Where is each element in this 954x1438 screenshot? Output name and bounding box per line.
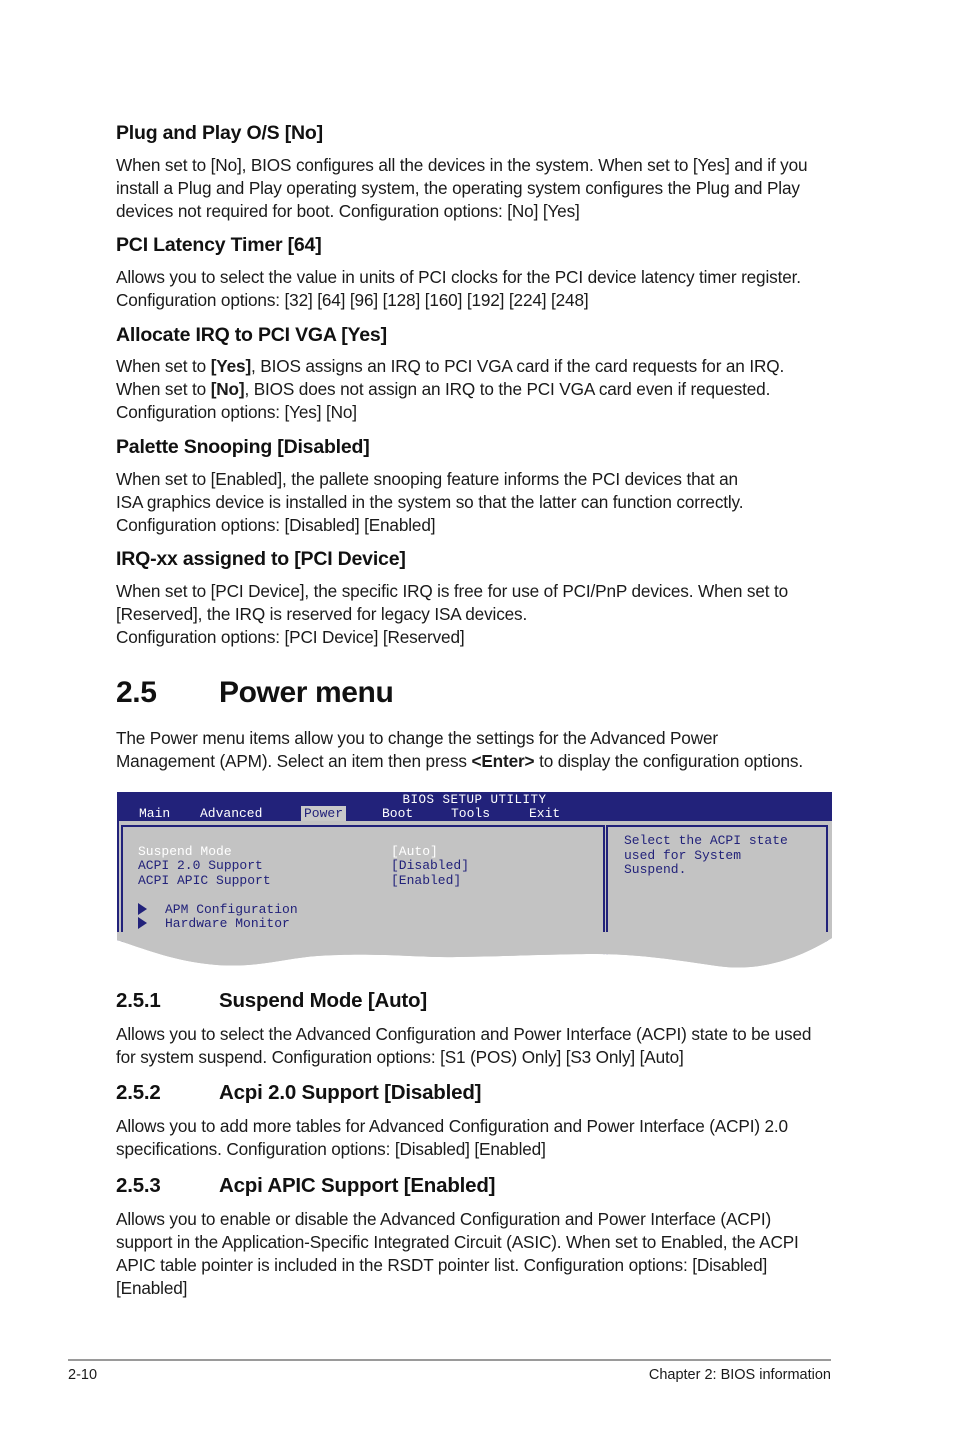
bios-value-suspend-mode[interactable]: [Auto] — [391, 844, 438, 859]
body-line: When set to [No], BIOS does not assign an IRQ to the PCI VGA card even if requested. — [116, 379, 771, 399]
section-heading-pnp: Plug and Play O/S [No] — [116, 122, 323, 144]
bios-menu-advanced[interactable]: Advanced — [200, 806, 263, 821]
bios-title: BIOS SETUP UTILITY — [402, 793, 547, 807]
bios-menu-boot[interactable]: Boot — [382, 806, 414, 821]
bios-menu-tools[interactable]: Tools — [451, 806, 491, 821]
section-heading-irq-vga: Allocate IRQ to PCI VGA [Yes] — [116, 324, 387, 346]
heading-title: Power menu — [219, 676, 394, 709]
body-line: ISA graphics device is installed in the system so that the latter can function correctly. — [116, 492, 744, 512]
heading-number: 2.5 — [116, 676, 157, 709]
body-line: Configuration options: [Disabled] [Enabled] — [116, 515, 436, 535]
subsection-body-acpi-2 — [116, 1115, 836, 1161]
section-body-irq-xx — [116, 580, 836, 649]
section-heading-irq-xx: IRQ-xx assigned to [PCI Device] — [116, 548, 406, 570]
heading-number: 2.5.1 — [116, 989, 161, 1012]
body-line: install a Plug and Play operating system, the operating system configures the Plug and Play — [116, 178, 800, 198]
body-line: Configuration options: [PCI Device] [Reserved] — [116, 627, 465, 647]
section-heading-latency: PCI Latency Timer [64] — [116, 234, 322, 256]
page-number: 2-10 — [68, 1367, 98, 1383]
heading-number: 2.5.3 — [116, 1174, 161, 1197]
bios-menu-exit[interactable]: Exit — [529, 806, 561, 821]
heading-number: 2.5.2 — [116, 1081, 161, 1104]
submenu-arrow-icon — [138, 917, 147, 929]
subsection-heading-acpi-2 — [116, 1081, 481, 1105]
torn-edge — [117, 932, 832, 972]
power-intro — [116, 727, 836, 773]
section-body-palette — [116, 468, 836, 537]
subsection-body-suspend-mode — [116, 1023, 836, 1069]
body-line: Allows you to select the Advanced Configuration and Power Interface (ACPI) state to be used — [116, 1024, 812, 1044]
section-body-pnp — [116, 154, 836, 223]
bios-value-acpi-2-support[interactable]: [Disabled] — [391, 858, 470, 873]
body-line: for system suspend. Configuration options: [S1 (POS) Only] [S3 Only] [Auto] — [116, 1047, 684, 1067]
body-line: specifications. Configuration options: [Disabled] [Enabled] — [116, 1139, 546, 1159]
body-line: Configuration options: [32] [64] [96] [128] [160] [192] [224] [248] — [116, 290, 589, 310]
bios-value-acpi-apic-support[interactable]: [Enabled] — [391, 873, 462, 888]
subsection-heading-suspend-mode — [116, 989, 427, 1013]
bios-help-text: Select the ACPI state used for System Suspend. — [624, 833, 788, 877]
body-line: devices not required for boot. Configuration options: [No] [Yes] — [116, 201, 580, 221]
body-line: When set to [Yes], BIOS assigns an IRQ to PCI VGA card if the card requests for an IRQ. — [116, 356, 785, 376]
section-heading-palette: Palette Snooping [Disabled] — [116, 436, 370, 458]
body-line: Management (APM). Select an item then press <Enter> to display the configuration options. — [116, 751, 803, 771]
bios-item-suspend-mode[interactable]: Suspend Mode — [138, 844, 232, 859]
subsection-heading-acpi-apic — [116, 1174, 495, 1198]
body-line: [Reserved], the IRQ is reserved for legacy ISA devices. — [116, 604, 528, 624]
body-line: APIC table pointer is included in the RSDT pointer list. Configuration options: [Disabled] — [116, 1255, 768, 1275]
chapter-title: Chapter 2: BIOS information — [648, 1367, 831, 1383]
body-line: Allows you to add more tables for Advanced Configuration and Power Interface (ACPI) 2.0 — [116, 1116, 788, 1136]
bios-item-acpi-2-support[interactable]: ACPI 2.0 Support — [138, 858, 263, 873]
heading-title: Acpi APIC Support [Enabled] — [219, 1174, 496, 1197]
bios-border — [117, 821, 119, 941]
section-body-latency — [116, 266, 836, 312]
body-line: When set to [Enabled], the pallete snooping feature informs the PCI devices that an — [116, 469, 738, 489]
heading-title: Suspend Mode [Auto] — [219, 989, 428, 1012]
body-line: When set to [No], BIOS configures all the devices in the system. When set to [Yes] and if you — [116, 155, 808, 175]
body-line: The Power menu items allow you to change the settings for the Advanced Power — [116, 728, 718, 748]
bios-menu-power[interactable]: Power — [301, 806, 346, 821]
chapter-heading-power-menu — [116, 676, 393, 710]
bios-submenu-hardware-monitor[interactable]: Hardware Monitor — [165, 916, 290, 931]
body-line: When set to [PCI Device], the specific IRQ is free for use of PCI/PnP devices. When set to — [116, 581, 789, 601]
bios-menu-main[interactable]: Main — [139, 806, 171, 821]
bios-submenu-apm-configuration[interactable]: APM Configuration — [165, 902, 298, 917]
bios-item-acpi-apic-support[interactable]: ACPI APIC Support — [138, 873, 271, 888]
bios-screenshot — [117, 792, 832, 972]
subsection-body-acpi-apic — [116, 1208, 836, 1300]
footer-divider — [68, 1359, 831, 1361]
section-body-irq-vga — [116, 355, 836, 424]
body-line: Allows you to select the value in units of PCI clocks for the PCI device latency timer register. — [116, 267, 801, 287]
body-line: [Enabled] — [116, 1278, 188, 1298]
submenu-arrow-icon — [138, 903, 147, 915]
body-line: support in the Application-Specific Integrated Circuit (ASIC). When set to Enabled, the ACPI — [116, 1232, 799, 1252]
body-line: Allows you to enable or disable the Advanced Configuration and Power Interface (ACPI) — [116, 1209, 772, 1229]
heading-title: Acpi 2.0 Support [Disabled] — [219, 1081, 482, 1104]
body-line: Configuration options: [Yes] [No] — [116, 402, 357, 422]
